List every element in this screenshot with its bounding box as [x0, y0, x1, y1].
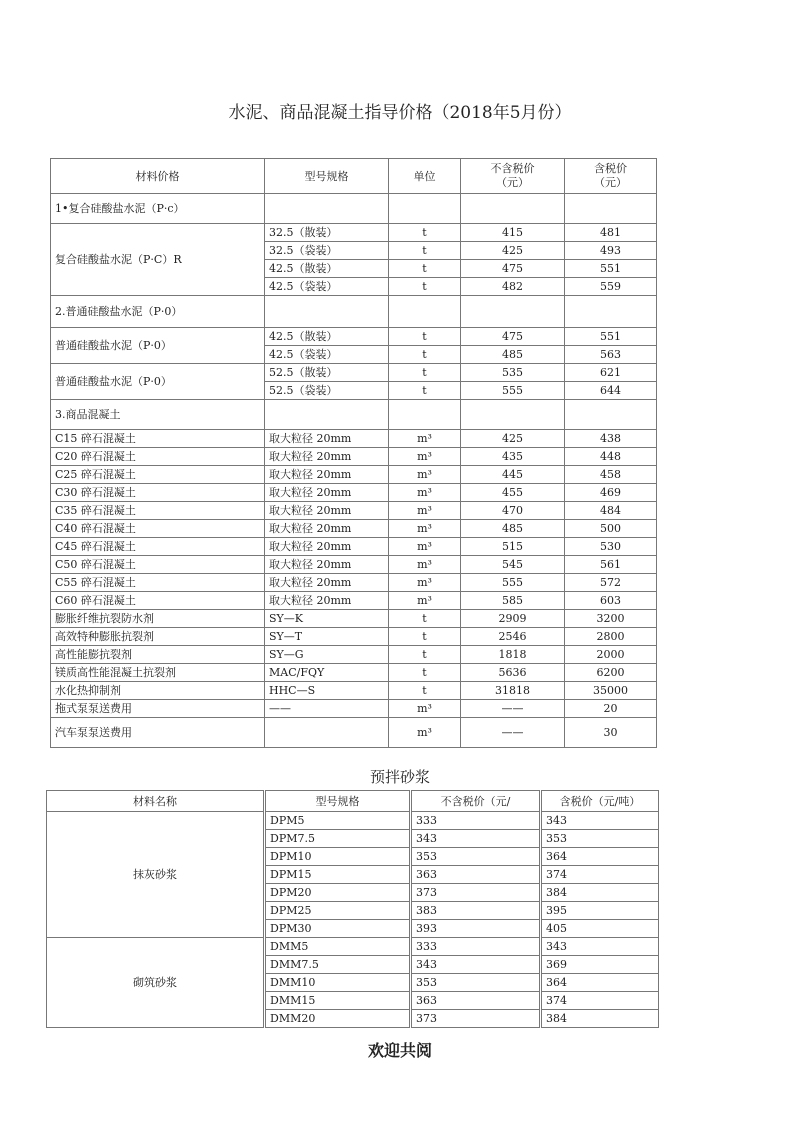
price-ex-cell: 535 — [461, 364, 565, 382]
price-inc-cell: 551 — [565, 328, 657, 346]
unit-cell: t — [389, 242, 461, 260]
spec-cell: 42.5（散装） — [265, 260, 389, 278]
price-ex-cell: 545 — [461, 556, 565, 574]
empty-cell — [389, 296, 461, 328]
spec-cell: DPM7.5 — [265, 830, 411, 848]
spec-cell: 取大粒径 20mm — [265, 466, 389, 484]
price-ex-cell: —— — [461, 718, 565, 748]
price-ex-cell: 1818 — [461, 646, 565, 664]
price-inc-cell: 551 — [565, 260, 657, 278]
header-inc: 含税价（元/吨） — [541, 791, 659, 812]
spec-cell: HHC—S — [265, 682, 389, 700]
table-row — [51, 592, 657, 610]
price-inc-cell: 35000 — [565, 682, 657, 700]
table2-header-row — [47, 791, 659, 812]
price-inc-cell: 484 — [565, 502, 657, 520]
unit-cell: t — [389, 628, 461, 646]
price-inc-cell: 572 — [565, 574, 657, 592]
price-ex-cell: 485 — [461, 520, 565, 538]
table-row — [51, 574, 657, 592]
material-name: 镁质高性能混凝土抗裂剂 — [51, 664, 265, 682]
price-ex-cell: 2546 — [461, 628, 565, 646]
price-table-cement-concrete — [50, 158, 657, 748]
section-row — [51, 400, 657, 430]
spec-cell: 42.5（散装） — [265, 328, 389, 346]
price-table-mortar — [46, 790, 659, 1028]
material-name: 汽车泵泵送费用 — [51, 718, 265, 748]
section-label: 3.商品混凝土 — [51, 400, 265, 430]
table-row — [51, 556, 657, 574]
price-inc-cell: 500 — [565, 520, 657, 538]
price-inc-cell: 2000 — [565, 646, 657, 664]
price-inc-cell: 438 — [565, 430, 657, 448]
material-name: C55 碎石混凝土 — [51, 574, 265, 592]
price-inc-cell: 458 — [565, 466, 657, 484]
unit-cell: m³ — [389, 718, 461, 748]
price-inc-cell: 6200 — [565, 664, 657, 682]
material-name: 膨胀纤维抗裂防水剂 — [51, 610, 265, 628]
price-ex-cell: 470 — [461, 502, 565, 520]
price-inc-cell: 20 — [565, 700, 657, 718]
table-row — [51, 224, 657, 242]
price-ex-cell: 455 — [461, 484, 565, 502]
price-ex-cell: 363 — [411, 992, 541, 1010]
unit-cell: t — [389, 682, 461, 700]
empty-cell — [461, 194, 565, 224]
spec-cell: 42.5（袋装） — [265, 278, 389, 296]
table-row — [51, 628, 657, 646]
row-label: 普通硅酸盐水泥（P·0） — [51, 364, 265, 400]
table-row — [51, 328, 657, 346]
material-name: 高性能膨抗裂剂 — [51, 646, 265, 664]
empty-cell — [565, 296, 657, 328]
header-ex: 不含税价（元/ — [411, 791, 541, 812]
unit-cell: m³ — [389, 538, 461, 556]
spec-cell: DMM15 — [265, 992, 411, 1010]
price-inc-cell: 384 — [541, 884, 659, 902]
table2-body — [47, 791, 659, 1028]
price-inc-cell: 448 — [565, 448, 657, 466]
table-row — [51, 466, 657, 484]
unit-cell: m³ — [389, 484, 461, 502]
price-ex-cell: 435 — [461, 448, 565, 466]
unit-cell: m³ — [389, 520, 461, 538]
unit-cell: m³ — [389, 592, 461, 610]
material-name: C25 碎石混凝土 — [51, 466, 265, 484]
price-inc-cell: 493 — [565, 242, 657, 260]
price-ex-cell: 485 — [461, 346, 565, 364]
material-name: C40 碎石混凝土 — [51, 520, 265, 538]
empty-cell — [389, 400, 461, 430]
empty-cell — [565, 400, 657, 430]
header-spec: 型号规格 — [265, 159, 389, 194]
table-row — [51, 502, 657, 520]
price-inc-cell: 530 — [565, 538, 657, 556]
unit-cell: t — [389, 664, 461, 682]
unit-cell: t — [389, 646, 461, 664]
empty-cell — [265, 400, 389, 430]
unit-cell: t — [389, 364, 461, 382]
price-ex-cell: 515 — [461, 538, 565, 556]
price-ex-cell: 393 — [411, 920, 541, 938]
price-ex-cell: 343 — [411, 956, 541, 974]
spec-cell: DMM10 — [265, 974, 411, 992]
header-material: 材料价格 — [51, 159, 265, 194]
spec-cell: 取大粒径 20mm — [265, 484, 389, 502]
spec-cell: SY—K — [265, 610, 389, 628]
page-title: 水泥、商品混凝土指导价格（2018年5月份） — [228, 103, 572, 123]
price-ex-cell: 373 — [411, 884, 541, 902]
unit-cell: m³ — [389, 448, 461, 466]
spec-cell: DMM5 — [265, 938, 411, 956]
table-row — [51, 646, 657, 664]
price-ex-cell: 555 — [461, 574, 565, 592]
spec-cell: 52.5（袋装） — [265, 382, 389, 400]
material-name: C50 碎石混凝土 — [51, 556, 265, 574]
row-label: 复合硅酸盐水泥（P·C）R — [51, 224, 265, 296]
empty-cell — [565, 194, 657, 224]
spec-cell: DPM5 — [265, 812, 411, 830]
price-ex-cell: 445 — [461, 466, 565, 484]
empty-cell — [389, 194, 461, 224]
price-inc-cell: 364 — [541, 848, 659, 866]
price-ex-cell: 585 — [461, 592, 565, 610]
table-row — [51, 664, 657, 682]
price-ex-cell: 475 — [461, 328, 565, 346]
table-row — [51, 448, 657, 466]
table-row — [51, 430, 657, 448]
header-price-ex-tax: 不含税价 （元） — [461, 159, 565, 194]
empty-cell — [265, 718, 389, 748]
unit-cell: m³ — [389, 556, 461, 574]
price-inc-cell: 3200 — [565, 610, 657, 628]
spec-cell: DMM20 — [265, 1010, 411, 1028]
price-inc-cell: 563 — [565, 346, 657, 364]
unit-cell: m³ — [389, 466, 461, 484]
group-label: 砌筑砂浆 — [47, 938, 265, 1028]
material-name: C20 碎石混凝土 — [51, 448, 265, 466]
spec-cell: 32.5（散装） — [265, 224, 389, 242]
table-row — [47, 938, 659, 956]
unit-cell: t — [389, 278, 461, 296]
price-inc-cell: 353 — [541, 830, 659, 848]
spec-cell: 取大粒径 20mm — [265, 538, 389, 556]
price-inc-cell: 364 — [541, 974, 659, 992]
material-name: C60 碎石混凝土 — [51, 592, 265, 610]
price-inc-cell: 2800 — [565, 628, 657, 646]
table-row — [51, 484, 657, 502]
spec-cell: DPM15 — [265, 866, 411, 884]
unit-cell: m³ — [389, 430, 461, 448]
table1-body — [51, 159, 657, 748]
price-inc-cell: 343 — [541, 938, 659, 956]
price-inc-cell: 384 — [541, 1010, 659, 1028]
unit-cell: t — [389, 260, 461, 278]
price-inc-cell: 374 — [541, 866, 659, 884]
price-ex-cell: 2909 — [461, 610, 565, 628]
table-row — [51, 700, 657, 718]
spec-cell: 52.5（散装） — [265, 364, 389, 382]
material-name: C15 碎石混凝土 — [51, 430, 265, 448]
material-name: 拖式泵泵送费用 — [51, 700, 265, 718]
section-row — [51, 296, 657, 328]
spec-cell: DPM10 — [265, 848, 411, 866]
unit-cell: t — [389, 382, 461, 400]
price-inc-cell: 395 — [541, 902, 659, 920]
price-inc-cell: 343 — [541, 812, 659, 830]
price-inc-cell: 621 — [565, 364, 657, 382]
section-label: 2.普通硅酸盐水泥（P·0） — [51, 296, 265, 328]
header-unit: 单位 — [389, 159, 461, 194]
price-ex-cell: 383 — [411, 902, 541, 920]
unit-cell: t — [389, 328, 461, 346]
spec-cell: 取大粒径 20mm — [265, 556, 389, 574]
price-ex-cell: 425 — [461, 242, 565, 260]
table-row — [47, 812, 659, 830]
spec-cell: DPM20 — [265, 884, 411, 902]
price-inc-cell: 561 — [565, 556, 657, 574]
price-ex-cell: 475 — [461, 260, 565, 278]
price-ex-cell: 373 — [411, 1010, 541, 1028]
price-ex-cell: 353 — [411, 848, 541, 866]
empty-cell — [461, 400, 565, 430]
spec-cell: —— — [265, 700, 389, 718]
spec-cell: 取大粒径 20mm — [265, 574, 389, 592]
spec-cell: 42.5（袋装） — [265, 346, 389, 364]
price-inc-cell: 559 — [565, 278, 657, 296]
unit-cell: t — [389, 346, 461, 364]
section-label: 1•复合硅酸盐水泥（P·c） — [51, 194, 265, 224]
spec-cell: SY—G — [265, 646, 389, 664]
row-label: 普通硅酸盐水泥（P·0） — [51, 328, 265, 364]
header-price-inc-tax: 含税价 （元） — [565, 159, 657, 194]
price-ex-cell: 363 — [411, 866, 541, 884]
price-inc-cell: 405 — [541, 920, 659, 938]
price-ex-cell: 353 — [411, 974, 541, 992]
price-ex-cell: 343 — [411, 830, 541, 848]
price-ex-cell: 415 — [461, 224, 565, 242]
spec-cell: MAC/FQY — [265, 664, 389, 682]
group-label: 抹灰砂浆 — [47, 812, 265, 938]
price-inc-cell: 481 — [565, 224, 657, 242]
table-row — [51, 538, 657, 556]
material-name: C35 碎石混凝土 — [51, 502, 265, 520]
material-name: C45 碎石混凝土 — [51, 538, 265, 556]
material-name: C30 碎石混凝土 — [51, 484, 265, 502]
table-row — [51, 718, 657, 748]
spec-cell: 32.5（袋装） — [265, 242, 389, 260]
material-name: 高效特种膨胀抗裂剂 — [51, 628, 265, 646]
spec-cell: 取大粒径 20mm — [265, 430, 389, 448]
unit-cell: m³ — [389, 700, 461, 718]
material-name: 水化热抑制剂 — [51, 682, 265, 700]
spec-cell: DPM30 — [265, 920, 411, 938]
header-name: 材料名称 — [47, 791, 265, 812]
price-ex-cell: 5636 — [461, 664, 565, 682]
price-inc-cell: 644 — [565, 382, 657, 400]
spec-cell: 取大粒径 20mm — [265, 448, 389, 466]
price-inc-cell: 469 — [565, 484, 657, 502]
price-ex-cell: 425 — [461, 430, 565, 448]
header-spec: 型号规格 — [265, 791, 411, 812]
table-row — [51, 364, 657, 382]
price-inc-cell: 603 — [565, 592, 657, 610]
price-inc-cell: 374 — [541, 992, 659, 1010]
table-row — [51, 610, 657, 628]
empty-cell — [265, 194, 389, 224]
price-inc-cell: 30 — [565, 718, 657, 748]
unit-cell: t — [389, 610, 461, 628]
unit-cell: m³ — [389, 574, 461, 592]
empty-cell — [461, 296, 565, 328]
price-ex-cell: 333 — [411, 938, 541, 956]
spec-cell: DPM25 — [265, 902, 411, 920]
price-ex-cell: 31818 — [461, 682, 565, 700]
price-ex-cell: 555 — [461, 382, 565, 400]
table-row — [51, 520, 657, 538]
section-row — [51, 194, 657, 224]
price-ex-cell: 333 — [411, 812, 541, 830]
table-header-row — [51, 159, 657, 194]
empty-cell — [265, 296, 389, 328]
price-ex-cell: 482 — [461, 278, 565, 296]
table-row — [51, 682, 657, 700]
spec-cell: DMM7.5 — [265, 956, 411, 974]
spec-cell: SY—T — [265, 628, 389, 646]
footer-text: 欢迎共阅 — [367, 1041, 432, 1060]
spec-cell: 取大粒径 20mm — [265, 520, 389, 538]
unit-cell: t — [389, 224, 461, 242]
spec-cell: 取大粒径 20mm — [265, 502, 389, 520]
price-inc-cell: 369 — [541, 956, 659, 974]
spec-cell: 取大粒径 20mm — [265, 592, 389, 610]
unit-cell: m³ — [389, 502, 461, 520]
price-ex-cell: —— — [461, 700, 565, 718]
section-subtitle: 预拌砂浆 — [369, 768, 430, 786]
